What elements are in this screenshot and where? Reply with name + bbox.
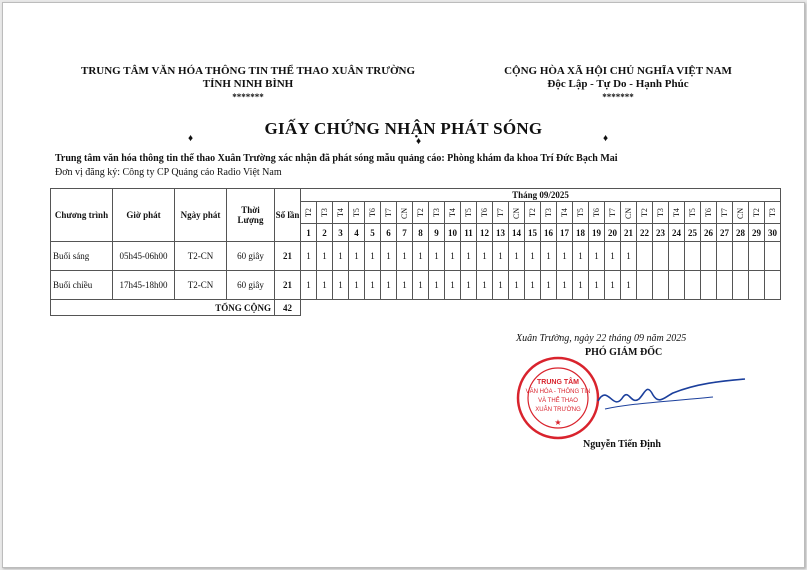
weekday-cell — [541, 202, 557, 224]
broadcast-mark: 1 — [621, 242, 637, 271]
title-dot-left: ♦ — [188, 133, 194, 144]
weekday-label: T3 — [768, 208, 777, 217]
cell-days: T2-CN — [175, 271, 227, 300]
weekday-cell — [493, 202, 509, 224]
table-row-afternoon — [51, 271, 781, 300]
weekday-cell — [733, 202, 749, 224]
svg-text:VÀ THỂ THAO: VÀ THỂ THAO — [538, 398, 578, 404]
broadcast-mark — [749, 242, 765, 271]
broadcast-mark: 1 — [477, 271, 493, 300]
broadcast-mark: 1 — [573, 271, 589, 300]
signer-role: PHÓ GIÁM ĐỐC — [585, 347, 663, 358]
broadcast-mark: 1 — [365, 242, 381, 271]
header-left-line1: TRUNG TÂM VĂN HÓA THÔNG TIN THỂ THAO XUÂN TRƯỜNG — [80, 65, 416, 77]
broadcast-mark: 1 — [605, 242, 621, 271]
broadcast-mark: 1 — [573, 242, 589, 271]
weekday-label: T6 — [704, 208, 713, 217]
broadcast-mark: 1 — [413, 271, 429, 300]
cell-time: 05h45-06h00 — [113, 242, 175, 271]
day-number: 4 — [349, 224, 365, 242]
header-right — [473, 65, 763, 104]
weekday-cell — [317, 202, 333, 224]
broadcast-mark: 1 — [461, 242, 477, 271]
weekday-label: T2 — [416, 208, 425, 217]
day-number: 18 — [573, 224, 589, 242]
svg-text:TRUNG TÂM: TRUNG TÂM — [537, 379, 579, 386]
weekday-label: CN — [512, 206, 521, 219]
broadcast-mark: 1 — [525, 271, 541, 300]
weekday-label: T5 — [352, 208, 361, 217]
broadcast-mark: 1 — [541, 271, 557, 300]
day-number: 28 — [733, 224, 749, 242]
registrant-text: Đơn vị đăng ký: Công ty CP Quảng cáo Radio Việt Nam — [55, 167, 282, 178]
weekday-label: T7 — [608, 208, 617, 217]
day-number: 25 — [685, 224, 701, 242]
weekday-label: T6 — [592, 208, 601, 217]
broadcast-mark: 1 — [461, 271, 477, 300]
header-right-line2: Độc Lập - Tự Do - Hạnh Phúc — [547, 78, 689, 90]
broadcast-mark — [653, 242, 669, 271]
broadcast-mark: 1 — [333, 271, 349, 300]
intro-text: Trung tâm văn hóa thông tin thể thao Xuân Trường xác nhận đã phát sóng mẫu quảng cáo: Phòng khám đa khoa Trí Đức Bạch Mai — [55, 153, 618, 164]
header-right-stars: ******* — [602, 92, 634, 102]
header-left-line2: TỈNH NINH BÌNH — [202, 78, 294, 90]
broadcast-mark: 1 — [317, 271, 333, 300]
broadcast-mark — [701, 242, 717, 271]
broadcast-table — [50, 188, 781, 316]
cell-count: 21 — [275, 242, 301, 271]
weekday-label: T4 — [560, 208, 569, 217]
broadcast-mark: 1 — [509, 271, 525, 300]
weekday-label: T5 — [576, 208, 585, 217]
cell-program: Buổi sáng — [51, 242, 113, 271]
broadcast-mark — [717, 271, 733, 300]
weekday-cell — [509, 202, 525, 224]
weekday-label: T3 — [432, 208, 441, 217]
weekday-label: T3 — [656, 208, 665, 217]
svg-text:XUÂN TRƯỜNG: XUÂN TRƯỜNG — [535, 407, 581, 413]
weekday-cell — [381, 202, 397, 224]
month-label: Tháng 09/2025 — [301, 189, 781, 202]
cell-duration: 60 giây — [227, 271, 275, 300]
broadcast-mark: 1 — [445, 242, 461, 271]
weekday-label: CN — [400, 206, 409, 219]
header-left — [73, 65, 423, 104]
svg-text:VĂN HÓA - THÔNG TIN: VĂN HÓA - THÔNG TIN — [525, 389, 591, 395]
broadcast-mark: 1 — [509, 242, 525, 271]
weekday-label: T2 — [640, 208, 649, 217]
day-number: 17 — [557, 224, 573, 242]
broadcast-mark — [765, 242, 781, 271]
broadcast-mark: 1 — [541, 242, 557, 271]
weekday-cell — [653, 202, 669, 224]
broadcast-mark — [637, 242, 653, 271]
day-number: 24 — [669, 224, 685, 242]
broadcast-mark — [669, 242, 685, 271]
weekday-cell — [701, 202, 717, 224]
day-number: 3 — [333, 224, 349, 242]
broadcast-mark: 1 — [317, 242, 333, 271]
day-number: 19 — [589, 224, 605, 242]
day-number: 14 — [509, 224, 525, 242]
weekday-label: T7 — [496, 208, 505, 217]
title-dot-right: ♦ — [603, 133, 609, 144]
day-number: 6 — [381, 224, 397, 242]
weekday-cell — [589, 202, 605, 224]
broadcast-mark: 1 — [621, 271, 637, 300]
day-number: 20 — [605, 224, 621, 242]
broadcast-mark — [701, 271, 717, 300]
cell-program: Buổi chiều — [51, 271, 113, 300]
col-header-time: Giờ phát — [113, 189, 175, 242]
broadcast-mark: 1 — [429, 271, 445, 300]
day-number: 13 — [493, 224, 509, 242]
col-header-days: Ngày phát — [175, 189, 227, 242]
day-number: 21 — [621, 224, 637, 242]
day-number: 23 — [653, 224, 669, 242]
place-date: Xuân Trường, ngày 22 tháng 09 năm 2025 — [516, 333, 687, 344]
weekday-label: T2 — [304, 208, 313, 217]
broadcast-mark — [637, 271, 653, 300]
title-dot-center: ♦ — [416, 136, 422, 147]
day-number: 5 — [365, 224, 381, 242]
col-header-program: Chương trình — [51, 189, 113, 242]
broadcast-mark: 1 — [493, 271, 509, 300]
broadcast-mark — [685, 242, 701, 271]
weekday-cell — [717, 202, 733, 224]
cell-days: T2-CN — [175, 242, 227, 271]
weekday-label: T4 — [448, 208, 457, 217]
day-number: 22 — [637, 224, 653, 242]
day-number: 16 — [541, 224, 557, 242]
broadcast-mark: 1 — [525, 242, 541, 271]
day-number: 27 — [717, 224, 733, 242]
total-value: 42 — [275, 300, 301, 316]
signature-scribble — [598, 379, 745, 402]
broadcast-mark: 1 — [429, 242, 445, 271]
day-number: 1 — [301, 224, 317, 242]
day-number: 9 — [429, 224, 445, 242]
stamp-seal — [518, 358, 598, 438]
broadcast-mark: 1 — [349, 271, 365, 300]
day-number: 26 — [701, 224, 717, 242]
broadcast-mark: 1 — [301, 271, 317, 300]
broadcast-mark: 1 — [413, 242, 429, 271]
weekday-label: T3 — [544, 208, 553, 217]
col-header-duration: Thời Lượng — [227, 189, 275, 242]
table-total-row — [51, 300, 781, 316]
broadcast-mark — [765, 271, 781, 300]
broadcast-mark: 1 — [365, 271, 381, 300]
weekday-cell — [397, 202, 413, 224]
document-page — [2, 2, 805, 568]
weekday-label: T3 — [320, 208, 329, 217]
weekday-label: T7 — [720, 208, 729, 217]
broadcast-mark: 1 — [589, 242, 605, 271]
day-number: 11 — [461, 224, 477, 242]
weekday-label: T4 — [672, 208, 681, 217]
weekday-cell — [445, 202, 461, 224]
weekday-cell — [605, 202, 621, 224]
broadcast-mark: 1 — [477, 242, 493, 271]
cell-count: 21 — [275, 271, 301, 300]
weekday-cell — [365, 202, 381, 224]
broadcast-mark — [749, 271, 765, 300]
day-number: 15 — [525, 224, 541, 242]
weekday-label: CN — [624, 206, 633, 219]
weekday-cell — [477, 202, 493, 224]
broadcast-mark — [653, 271, 669, 300]
weekday-label: T6 — [480, 208, 489, 217]
total-row-blank — [301, 300, 781, 316]
day-number: 10 — [445, 224, 461, 242]
weekday-label: T4 — [336, 208, 345, 217]
weekday-cell — [637, 202, 653, 224]
day-number: 30 — [765, 224, 781, 242]
svg-text:★: ★ — [554, 418, 562, 427]
day-number: 2 — [317, 224, 333, 242]
weekday-cell — [685, 202, 701, 224]
broadcast-mark: 1 — [381, 242, 397, 271]
weekday-cell — [429, 202, 445, 224]
day-number: 12 — [477, 224, 493, 242]
weekday-label: CN — [736, 206, 745, 219]
official-stamp-and-signature — [513, 353, 763, 453]
weekday-cell — [301, 202, 317, 224]
broadcast-mark: 1 — [557, 242, 573, 271]
weekday-cell — [621, 202, 637, 224]
col-header-count: Số lần — [275, 189, 301, 242]
document-title: GIẤY CHỨNG NHẬN PHÁT SÓNG — [264, 119, 543, 138]
header-left-stars: ******* — [232, 92, 264, 102]
broadcast-mark — [733, 271, 749, 300]
broadcast-mark — [685, 271, 701, 300]
broadcast-mark — [717, 242, 733, 271]
header-right-line1: CỘNG HÒA XÃ HỘI CHỦ NGHĨA VIỆT NAM — [504, 65, 732, 77]
broadcast-mark: 1 — [557, 271, 573, 300]
weekday-cell — [749, 202, 765, 224]
weekday-cell — [765, 202, 781, 224]
day-number: 29 — [749, 224, 765, 242]
day-number: 7 — [397, 224, 413, 242]
weekday-cell — [333, 202, 349, 224]
broadcast-mark: 1 — [397, 271, 413, 300]
broadcast-mark: 1 — [397, 242, 413, 271]
weekday-label: T5 — [688, 208, 697, 217]
broadcast-mark: 1 — [445, 271, 461, 300]
weekday-cell — [669, 202, 685, 224]
weekday-cell — [573, 202, 589, 224]
table-row-morning — [51, 242, 781, 271]
broadcast-mark: 1 — [301, 242, 317, 271]
broadcast-mark — [733, 242, 749, 271]
weekday-label: T7 — [384, 208, 393, 217]
weekday-label: T2 — [752, 208, 761, 217]
weekday-label: T6 — [368, 208, 377, 217]
broadcast-mark: 1 — [349, 242, 365, 271]
weekday-cell — [525, 202, 541, 224]
broadcast-mark: 1 — [493, 242, 509, 271]
broadcast-mark — [669, 271, 685, 300]
cell-duration: 60 giây — [227, 242, 275, 271]
weekday-cell — [461, 202, 477, 224]
weekday-label: T5 — [464, 208, 473, 217]
weekday-cell — [349, 202, 365, 224]
signer-name: Nguyễn Tiến Định — [583, 439, 661, 450]
table-header-row-1 — [51, 189, 781, 202]
day-number: 8 — [413, 224, 429, 242]
broadcast-mark: 1 — [381, 271, 397, 300]
weekday-cell — [557, 202, 573, 224]
weekday-cell — [413, 202, 429, 224]
cell-time: 17h45-18h00 — [113, 271, 175, 300]
broadcast-mark: 1 — [589, 271, 605, 300]
weekday-label: T2 — [528, 208, 537, 217]
total-label: TỔNG CỘNG — [51, 300, 275, 316]
broadcast-mark: 1 — [333, 242, 349, 271]
broadcast-mark: 1 — [605, 271, 621, 300]
